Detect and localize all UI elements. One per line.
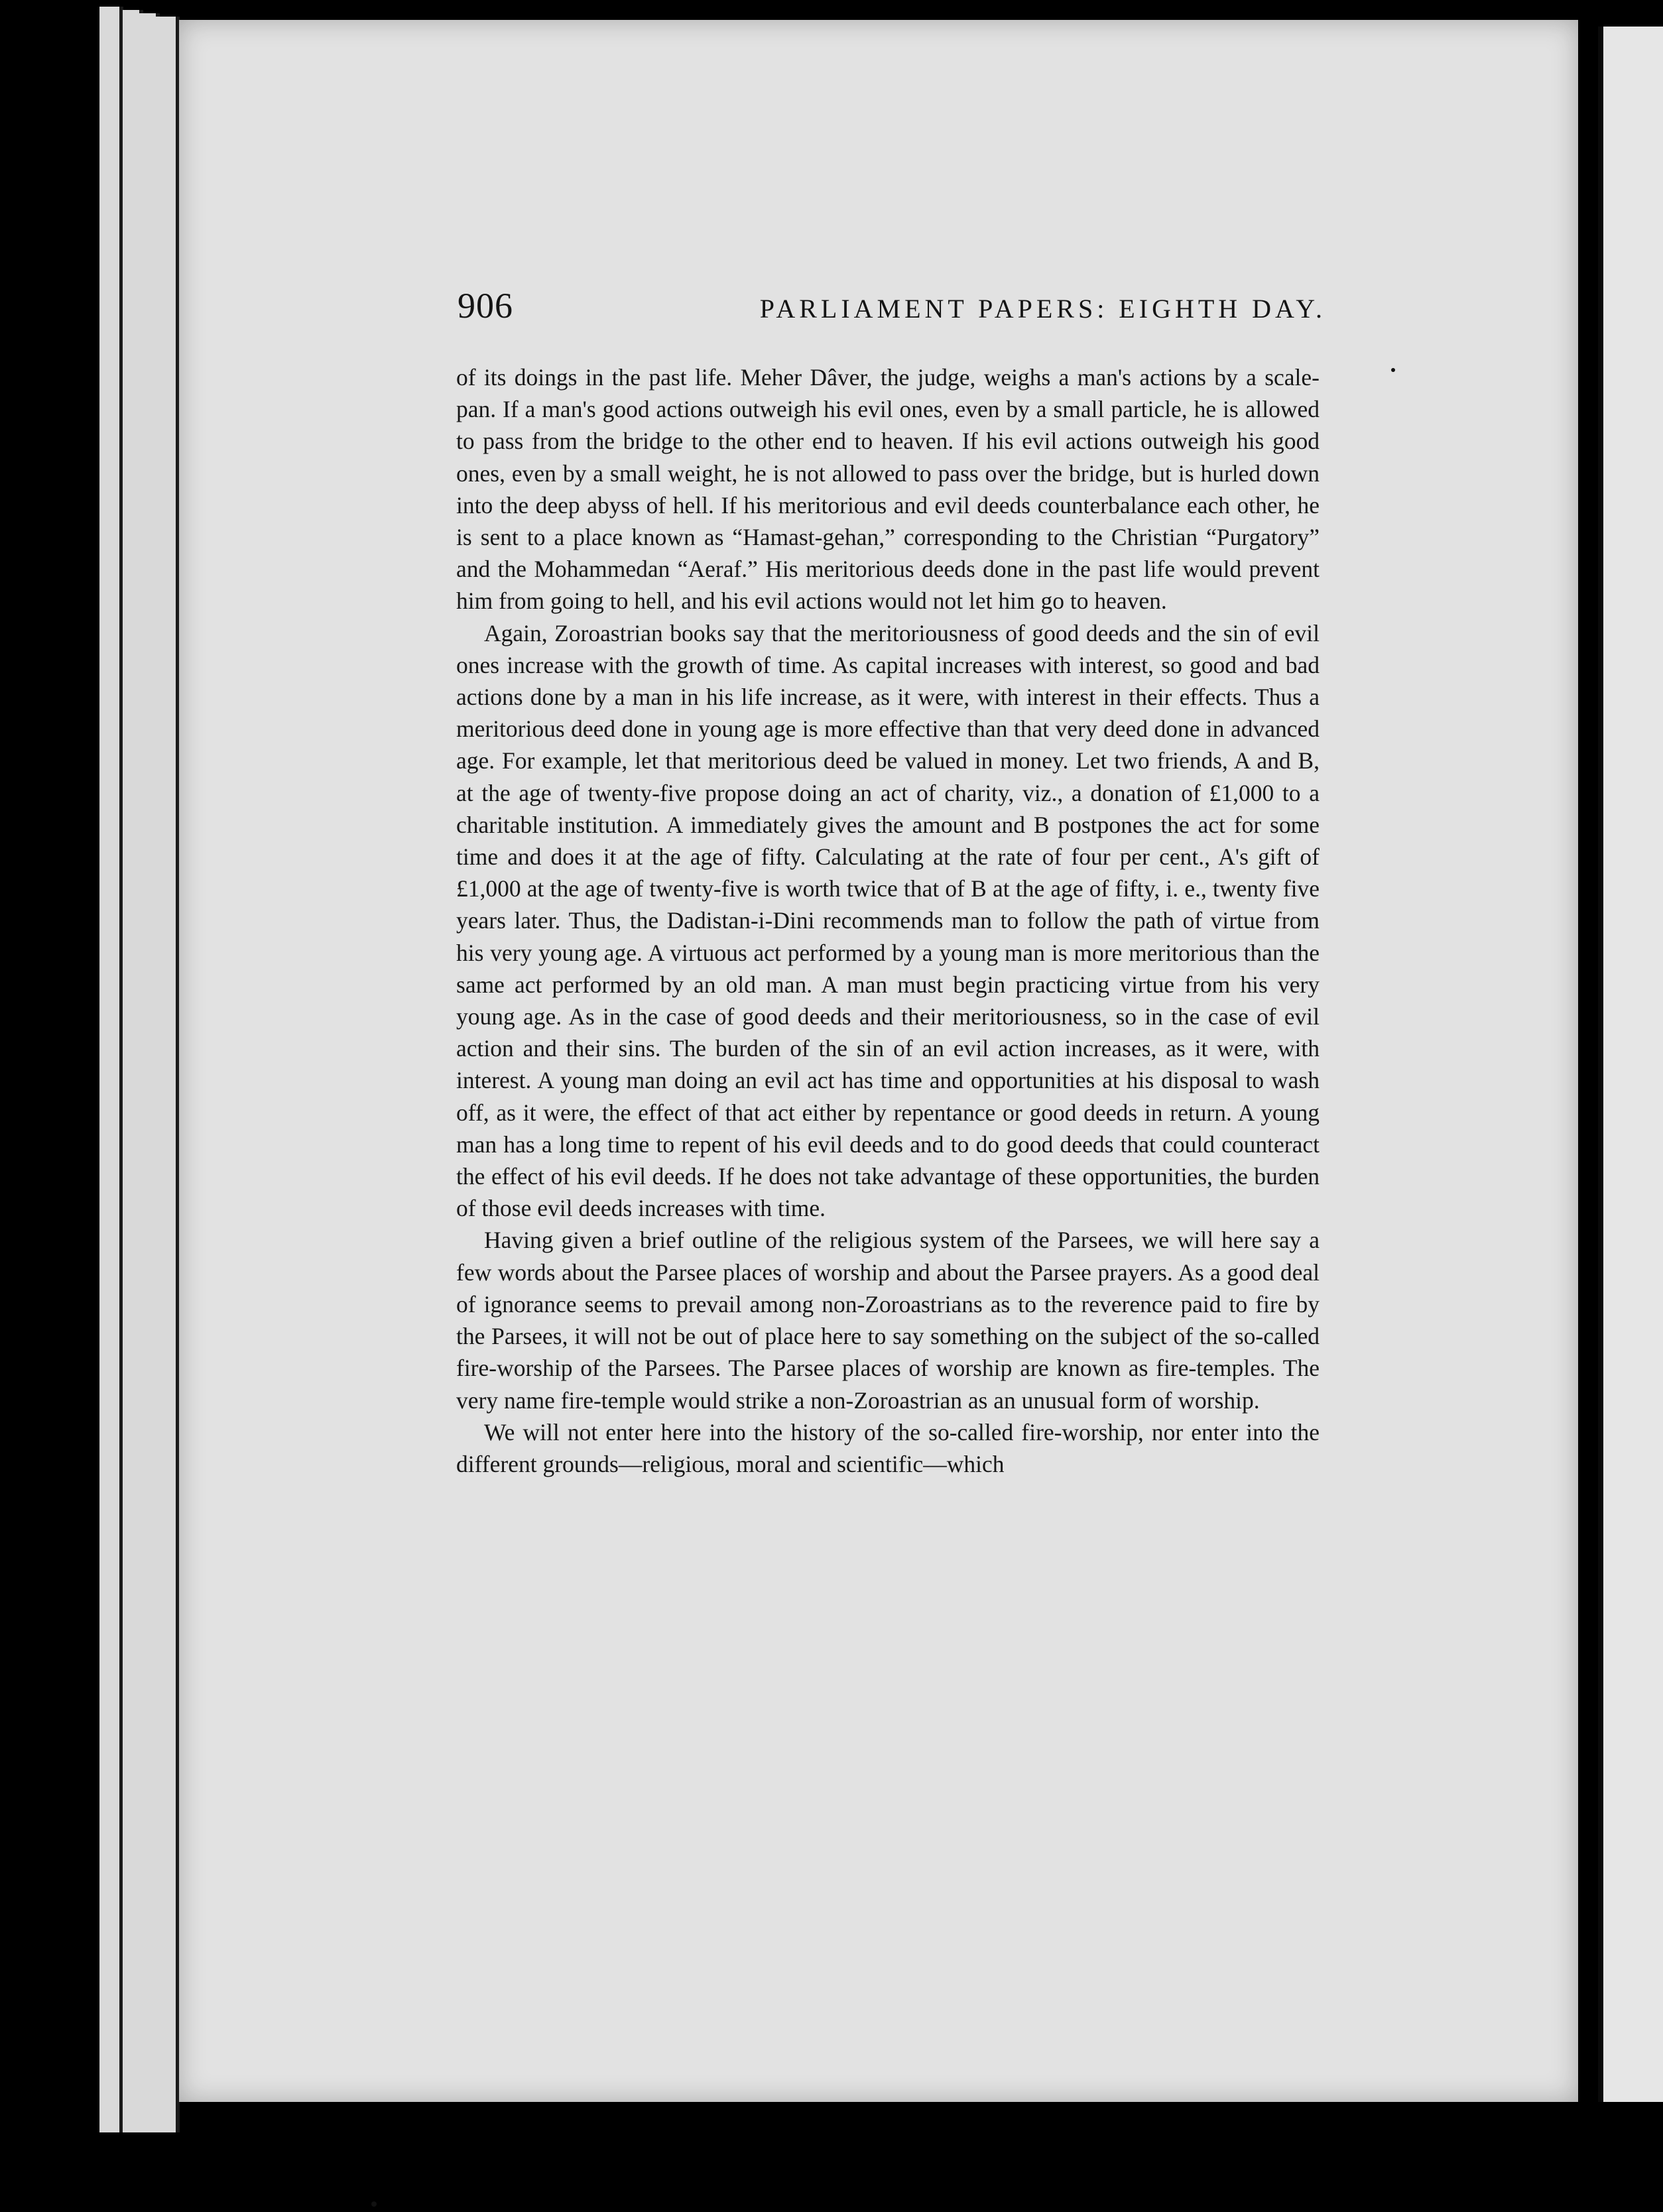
dust-speck: [1391, 368, 1395, 372]
page-edge: [99, 7, 123, 2132]
dust-speck: [371, 2201, 377, 2207]
running-title: PARLIAMENT PAPERS: EIGHTH DAY.: [759, 294, 1326, 324]
paragraph-1: of its doings in the past life. Meher Dâver, the judge, weighs a man's actions by a scale-pan. If a man's good actions outweigh his evil ones, even by a small particle, he is allowed to pass from the bridge to the other end to heaven. If his evil actions outweigh his good ones, even by a small weight, he is not allowed to pass over the bridge, but is hurled down into the deep abyss of hell. If his meritorious and evil deeds counterbalance each other, he is sent to a place known as “Hamast-gehan,” corresponding to the Christian “Purgatory” and the Mohammedan “Aeraf.” His meritorious deeds done in the past life would prevent him from going to hell, and his evil actions would not let him go to heaven.: [456, 364, 1320, 615]
paragraph-2: Again, Zoroastrian books say that the meritoriousness of good deeds and the sin of evil ones increase with the growth of time. As capital increases with interest, so good and bad actions done by a man in his life increase, as it were, with interest in their effects. Thus a meritorious deed done in young age is more effective than that very deed done in advanced age. For example, let that meritorious deed be valued in money. Let two friends, A and B, at the age of twenty-five propose doing an act of charity, viz., a donation of £1,000 to a charitable institution. A immediately gives the amount and B postpones the act for some time and does it at the age of fifty. Calculating at the rate of four per cent., A's gift of £1,000 at the age of twenty-five is worth twice that of B at the age of fifty, i. e., twenty five years later. Thus, the Dadistan-i-Dini recommends man to follow the path of virtue from his very young age. A virtuous act performed by a young man is more meritorious than the same act performed by an old man. A man must begin practicing virtue from his very young age. As in the case of good deeds and their meritoriousness, so in the case of evil action and their sins. The burden of the sin of an evil action increases, as it were, with interest. A young man doing an evil act has time and opportunities at his disposal to wash off, as it were, the effect of that act either by repentance or good deeds in return. A young man has a long time to repent of his evil deeds and to do good deeds that could counteract the effect of his evil deeds. If he does not take advantage of these opportunities, the burden of those evil deeds increases with time.: [456, 619, 1320, 1222]
paragraph-3: Having given a brief outline of the religious system of the Parsees, we will here say a few words about the Parsee places of worship and about the Parsee prayers. As a good deal of ignorance seems to prevail among non-Zoroastrians as to the reverence paid to fire by the Parsees, it will not be out of place here to say something on the subject of the so-called fire-worship of the Parsees. The Parsee places of worship are known as fire-temples. The very name fire-temple would strike a non-Zoroastrian as an unusual form of worship.: [456, 1227, 1320, 1414]
page-edge: [156, 17, 180, 2132]
paragraph-4: We will not enter here into the history of the so-called fire-worship, nor enter into the different grounds—religious, moral and scientific—which: [456, 1418, 1320, 1477]
body-text: [456, 361, 1320, 1480]
facing-page-edge: [1598, 27, 1663, 2102]
page-number: 906: [458, 286, 513, 326]
running-head: [458, 285, 1326, 332]
